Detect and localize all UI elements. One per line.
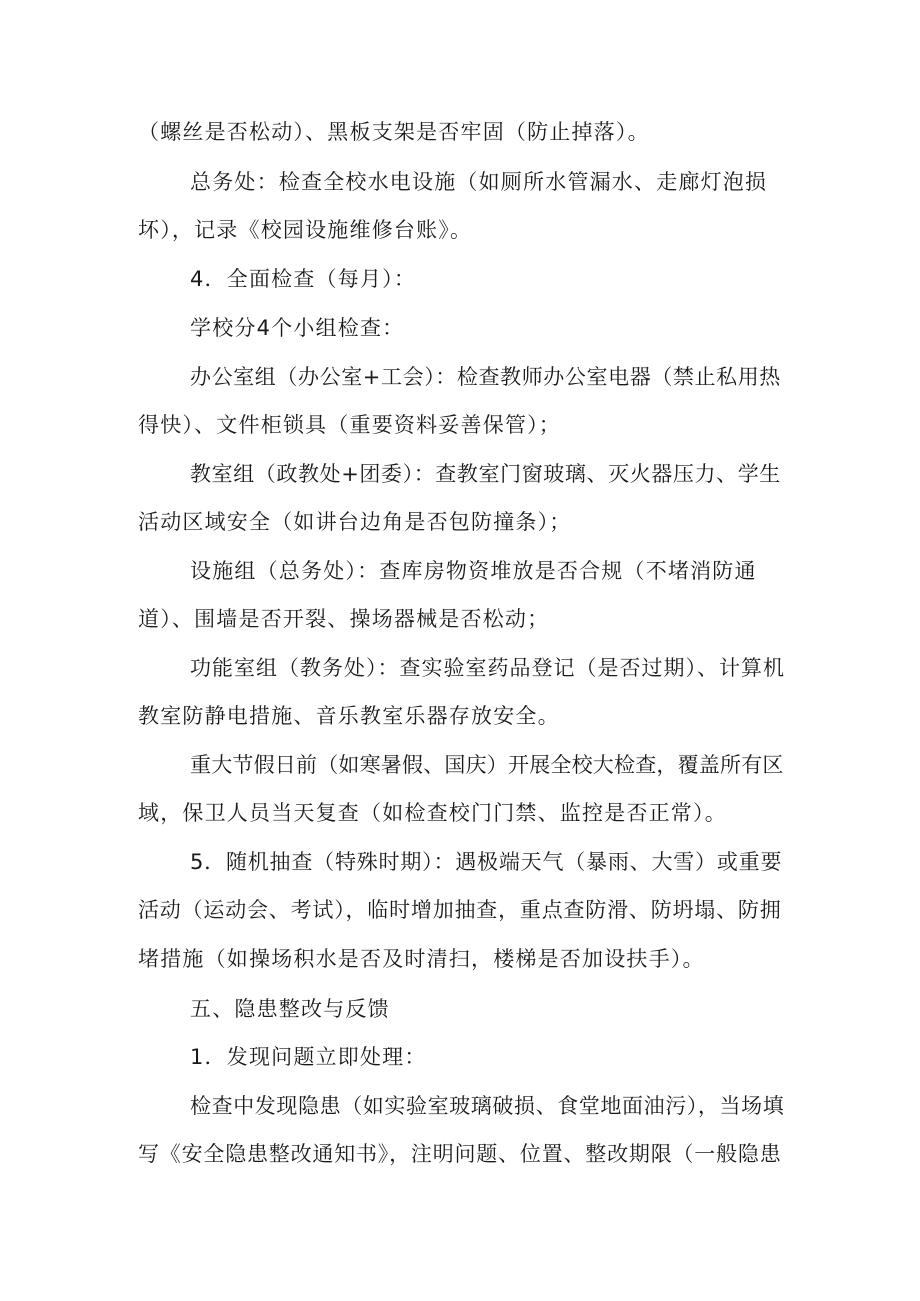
text-line: 得快）、文件柜锁具（重要资料妥善保管）；	[138, 413, 561, 437]
text-line: 设施组（总务处）：查库房物资堆放是否合规（不堵消防通	[190, 559, 757, 583]
text-line: 活动区域安全（如讲台边角是否包防撞条）；	[138, 510, 572, 534]
text-line: 活动（运动会、考试），临时增加抽查，重点查防滑、防坍塌、防拥	[138, 898, 782, 922]
text-line: 学校分4个小组检查：	[190, 316, 405, 340]
section-heading: 4．全面检查（每月）：	[190, 267, 417, 291]
text-line: 道）、围墙是否开裂、操场器械是否松动；	[138, 607, 550, 631]
text-line: 坏），记录《校园设施维修台账》。	[138, 218, 473, 242]
text-line: （螺丝是否松动）、黑板支架是否牢固（防止掉落）。	[138, 120, 650, 144]
section-heading: 5．随机抽查（特殊时期）：遇极端天气（暴雨、大雪）或重要	[190, 850, 783, 874]
text-line: 功能室组（教务处）：查实验室药品登记（是否过期）、计算机	[190, 656, 785, 680]
chapter-heading: 五、隐患整改与反馈	[190, 997, 390, 1021]
text-line: 堵措施（如操场积水是否及时清扫，楼梯是否加设扶手）。	[138, 947, 705, 971]
text-line: 重大节假日前（如寒暑假、国庆）开展全校大检查，覆盖所有区	[190, 753, 784, 777]
text-line: 总务处：检查全校水电设施（如厕所水管漏水、走廊灯泡损	[190, 170, 768, 194]
text-line: 办公室组（办公室+工会）：检查教师办公室电器（禁止私用热	[190, 365, 781, 389]
section-heading: 1．发现问题立即处理：	[190, 1045, 427, 1069]
text-line: 检查中发现隐患（如实验室玻璃破损、食堂地面油污），当场填	[190, 1094, 785, 1118]
text-line: 域，保卫人员当天复查（如检查校门门禁、监控是否正常）。	[138, 801, 727, 825]
text-line: 教室防静电措施、音乐教室乐器存放安全。	[138, 704, 560, 728]
text-line: 教室组（政教处+团委）：查教室门窗玻璃、灭火器压力、学生	[190, 462, 781, 486]
text-line: 写《安全隐患整改通知书》，注明问题、位置、整改期限（一般隐患	[138, 1142, 782, 1166]
